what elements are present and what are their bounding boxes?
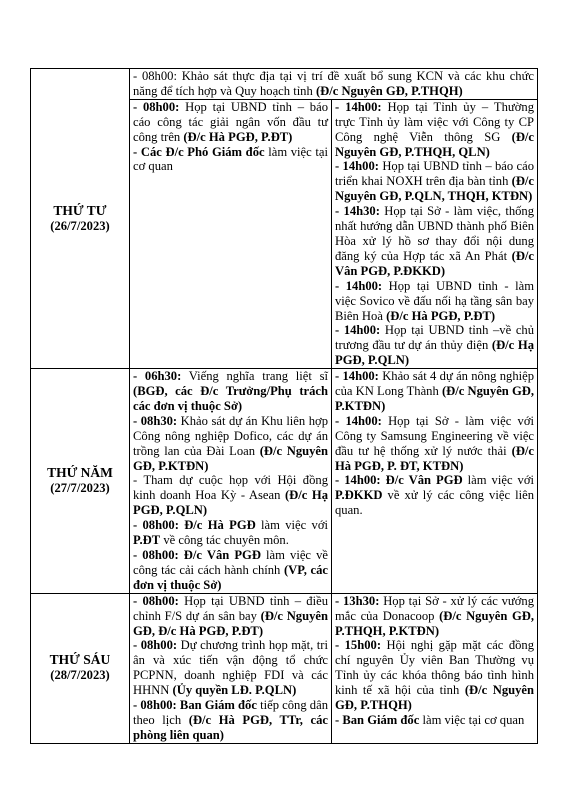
schedule-item	[335, 414, 534, 474]
schedule-item	[335, 100, 534, 160]
schedule-item	[133, 145, 328, 175]
item-assignee: (Đ/c Nguyên GĐ, P.KTĐN)	[133, 443, 329, 473]
schedule-item	[335, 369, 534, 414]
item-lead: - 08h30:	[133, 413, 178, 428]
item-tail: về công tác chuyên môn.	[160, 533, 289, 548]
item-assignee: (Đ/c Nguyên GĐ, P.QLN, THQH, KTĐN)	[335, 174, 535, 204]
item-text: Họp tại UBND tỉnh – điều chỉnh F/S dự án sân bay	[133, 593, 328, 623]
item-tail: về xử lý các công việc liên quan.	[335, 488, 535, 518]
afternoon-cell	[332, 369, 538, 594]
item-lead: - 14h00:	[335, 99, 382, 114]
afternoon-cell	[332, 99, 538, 368]
item-lead: - 14h00:	[335, 413, 382, 428]
item-text: Họp tại UBND tỉnh - làm việc Sovico về đấu nối hạ tầng sân bay Biên Hoà	[335, 278, 535, 323]
morning-cell	[130, 369, 332, 594]
item-lead: - 06h30:	[133, 369, 182, 384]
day-date: (26/7/2023)	[50, 218, 110, 233]
item-lead: - 14h00:	[335, 159, 379, 174]
schedule-table	[30, 68, 538, 744]
item-lead: - 14h00:	[335, 323, 381, 338]
schedule-item	[133, 473, 328, 518]
schedule-item	[335, 638, 534, 713]
item-assignee: (Đ/c Nguyên GĐ, Đ/c Hà PGĐ, P.ĐT)	[133, 608, 328, 638]
item-text: tiếp công dân theo lịch	[133, 698, 328, 727]
morning-cell	[130, 99, 332, 368]
item-assignee: (BGĐ, các Đ/c Trưởng/Phụ trách các đơn vị thuộc Sở)	[133, 384, 328, 413]
item-text: Hội nghị gặp mặt các đồng chí nguyên Ủy viên Ban Thường vụ Tỉnh ủy các khóa thông báo tình hình kinh tế xã hội của tỉnh	[335, 638, 535, 698]
item-assignee: (Ủy quyền LĐ. P.QLN)	[172, 683, 297, 698]
item-assignee: P.ĐKKD	[335, 488, 383, 503]
item-text: Họp tại UBND tỉnh – báo cáo triển khai NOXH trên địa bàn tỉnh	[335, 159, 535, 189]
item-text: Họp tại Sở - xử lý các vướng mắc của Donacoop	[335, 593, 535, 623]
schedule-item	[133, 638, 328, 698]
morning-cell	[130, 593, 332, 743]
item-lead: - 14h30:	[335, 204, 380, 219]
item-assignee: P.ĐT	[133, 533, 161, 548]
item-text: làm việc về công tác cải cách hành chính	[133, 548, 328, 577]
item-lead: - Ban Giám đốc	[335, 712, 420, 727]
item-assignee: (Đ/c Hà PGĐ, P.ĐT)	[386, 308, 496, 323]
item-text: Họp tại UBND tỉnh – báo cáo công tác giải ngân vốn đầu tư công trên	[133, 99, 328, 144]
item-lead: - Các Đ/c Phó Giám đốc	[133, 144, 265, 159]
schedule-item	[335, 594, 534, 639]
item-assignee: (Đ/c Nguyên GĐ, P.KTĐN)	[335, 384, 535, 413]
day-name: THỨ NĂM	[47, 465, 113, 481]
item-text: Họp tại Sở - làm việc với Công ty Samsung Engineering về việc đầu tư hệ thống xử lý nước thải	[335, 413, 535, 458]
item-lead: - 13h30:	[335, 593, 380, 608]
item-assignee: (Đ/c Hạ PGĐ, P.QLN)	[335, 338, 535, 368]
schedule-item	[335, 204, 534, 279]
schedule-item	[133, 518, 328, 548]
item-assignee: (Đ/c Hạ PGĐ, P.QLN)	[133, 488, 328, 518]
item-assignee: (Đ/c Nguyên GĐ, P.THQH)	[335, 683, 535, 713]
item-text: Họp tại Sở - làm việc, thống nhất hướng dẫn UBND thành phố Biên Hòa xử lý hồ sơ thay đổi nội dung đăng ký của Hợp tác xã An Phát	[335, 204, 535, 263]
day-name: THỨ SÁU	[49, 652, 111, 668]
item-assignee: (VP, các đơn vị thuộc Sở)	[133, 562, 328, 592]
day-cell	[31, 369, 130, 594]
item-lead: - 08h00: Đ/c Hà PGĐ	[133, 518, 256, 533]
full-day-cell	[130, 69, 538, 100]
schedule-row	[31, 593, 538, 743]
item-text: làm việc với	[255, 518, 328, 533]
schedule-item	[133, 698, 328, 743]
schedule-item	[133, 594, 328, 639]
item-text: làm việc tại cơ quan	[419, 712, 525, 727]
item-text: Khảo sát dự án Khu liên hợp Công nông nghiệp Dofico, các dự án trồng lan của Đài Loan	[133, 413, 328, 458]
schedule-item	[335, 713, 534, 728]
afternoon-cell	[332, 593, 538, 743]
item-text: làm việc với	[462, 473, 535, 488]
item-lead: - 14h00:	[335, 278, 383, 293]
day-date: (27/7/2023)	[50, 480, 110, 495]
schedule-row	[31, 369, 538, 594]
schedule-item	[133, 69, 534, 99]
item-lead: - 08h00:	[133, 593, 179, 608]
item-text: Viếng nghĩa trang liệt sĩ	[181, 369, 328, 384]
schedule-item	[335, 159, 534, 204]
item-assignee: (Đ/c Hà PGĐ, P.ĐT)	[183, 129, 293, 144]
day-cell	[31, 593, 130, 743]
item-text: - Tham dự cuộc họp với Hội đồng kinh doanh Hoa Kỳ - Asean	[133, 473, 328, 503]
day-cell	[31, 69, 130, 369]
day-date: (28/7/2023)	[50, 668, 110, 683]
item-assignee: (Đ/c Nguyên GĐ, P.THQH, QLN)	[335, 129, 535, 159]
item-assignee: (Đ/c Vân PGĐ, P.ĐKKD)	[335, 248, 535, 278]
item-text: Khảo sát 4 dự án nông nghiệp của KN Long Thành	[335, 369, 535, 399]
schedule-item	[133, 369, 328, 414]
schedule-item	[133, 548, 328, 593]
item-assignee: (Đ/c Hà PGĐ, P. ĐT, KTĐN)	[335, 443, 535, 473]
item-text: làm việc tại cơ quan	[133, 144, 328, 174]
item-lead: - 08h00: Đ/c Vân PGĐ	[133, 548, 261, 562]
item-assignee: (Đ/c Hà PGĐ, TTr, các phòng liên quan)	[133, 712, 328, 742]
item-lead: - 14h00: Đ/c Vân PGĐ	[335, 473, 463, 488]
item-lead: - 14h00:	[335, 369, 379, 384]
item-text: Dự chương trình họp mặt, tri ân và xúc tiến vận động tổ chức PCPNN, doanh nghiệp FDI và các HHNN	[133, 638, 328, 698]
item-text: Họp tại UBND tỉnh –về chủ trương đầu tư dự án thủy điện	[335, 323, 535, 353]
item-text: - 08h00: Khảo sát thực địa tại vị trí đề xuất bổ sung KCN và các khu chức năng để tích hợp và Quy hoạch tỉnh	[133, 69, 535, 98]
day-name: THỨ TƯ	[53, 202, 107, 218]
item-lead: - 08h00:	[133, 638, 178, 653]
item-assignee: (Đ/c Nguyên GĐ, P.THQH)	[315, 83, 463, 98]
item-assignee: (Đ/c Nguyên GĐ, P.THQH, P.KTĐN)	[335, 608, 535, 638]
schedule-item	[335, 323, 534, 368]
item-lead: - 15h00:	[335, 638, 382, 653]
schedule-row-full	[31, 69, 538, 100]
schedule-item	[335, 279, 534, 324]
item-text: Họp tại Tỉnh ủy – Thường trực Tỉnh ủy làm việc với Công ty CP Công nghệ Viễn thông SG	[335, 99, 535, 144]
schedule-item	[133, 414, 328, 474]
item-lead: - 08h00:	[133, 99, 180, 114]
schedule-item	[133, 100, 328, 145]
item-lead: - 08h00: Ban Giám đốc	[133, 698, 257, 713]
schedule-item	[335, 473, 534, 518]
